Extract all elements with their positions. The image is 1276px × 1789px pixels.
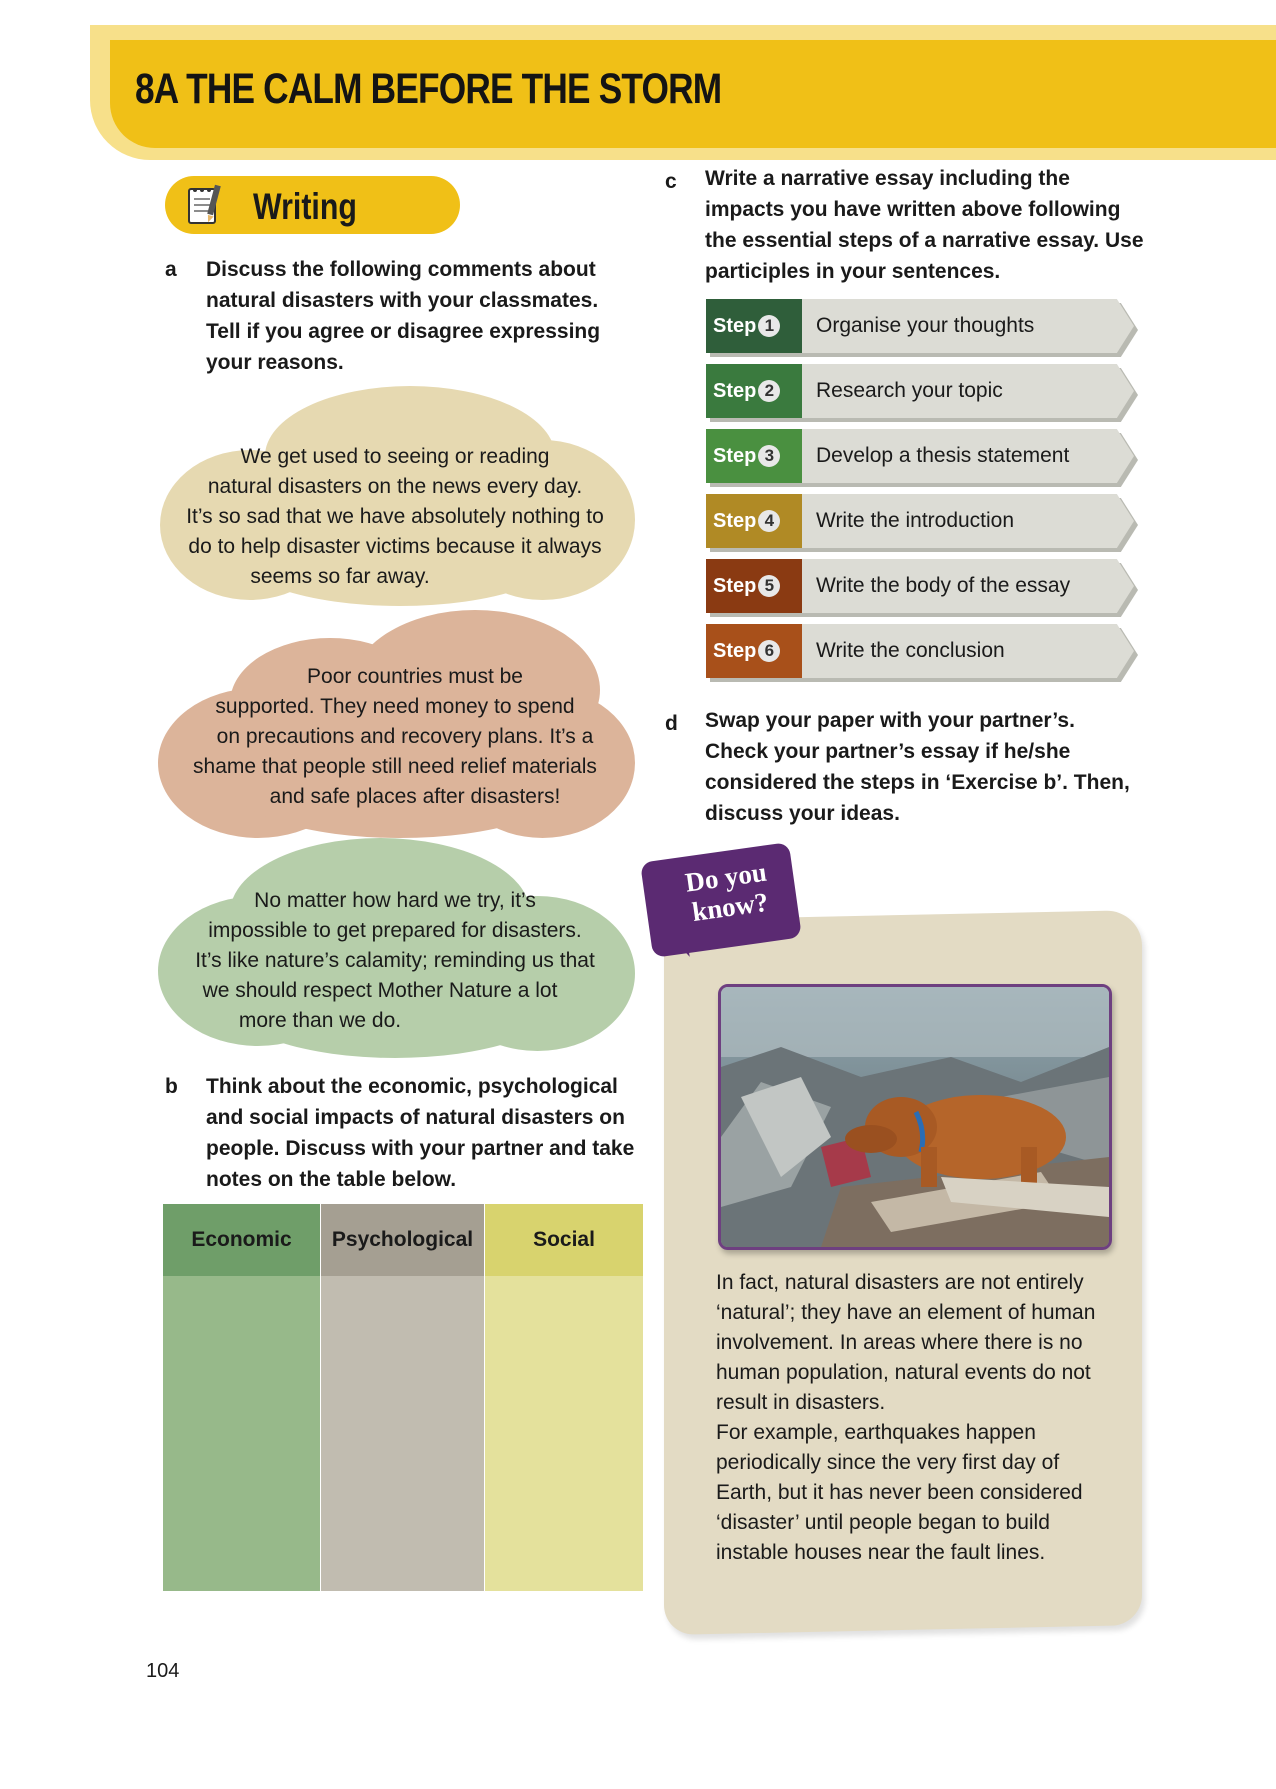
comment-1-line: It’s so sad that we have absolutely nothing to: [186, 505, 604, 528]
table-header-psychological: Psychological: [321, 1204, 484, 1276]
notepad-pencil-icon: [185, 183, 225, 227]
step-word: Step: [713, 574, 757, 597]
section-label: Writing: [253, 186, 357, 227]
exercise-d-instruction: Swap your paper with your partner’s. Check your partner’s essay if he/she considered the steps in ‘Exercise b’. Then, discuss your ideas.: [705, 709, 1130, 825]
step-word: Step: [713, 444, 757, 467]
step-text: Research your topic: [816, 379, 1003, 402]
fact-paragraph-1: In fact, natural disasters are not entirely ‘natural’; they have an element of human involvement. In areas where there is no human population, natural events do not result in disasters.: [716, 1271, 1096, 1414]
exercise-a-instruction: Discuss the following comments about natural disasters with your classmates. Tell if you agree or disagree expressing your reasons.: [206, 258, 601, 374]
step-number-badge: 2: [758, 380, 780, 402]
step-word: Step: [713, 509, 757, 532]
step-5: [706, 559, 1136, 613]
comment-cloud-3: [150, 836, 640, 1060]
comment-2-line: shame that people still need relief materials: [193, 755, 597, 778]
comment-3-line: impossible to get prepared for disasters.: [208, 919, 582, 942]
step-number-badge: 3: [758, 445, 780, 467]
step-2: [706, 364, 1136, 418]
exercise-b-instruction: Think about the economic, psychological and social impacts of natural disasters on people. Discuss with your partner and take notes on the table below.: [206, 1075, 635, 1191]
comment-2-line: and safe places after disasters!: [269, 785, 561, 808]
table-header-economic: Economic: [163, 1204, 320, 1276]
exercise-b-letter: b: [165, 1075, 178, 1098]
badge-line-2: know?: [690, 886, 771, 928]
fact-paragraph-2: For example, earthquakes happen periodically since the very first day of Earth, but it has never been considered ‘disaster’ until people began to build instable houses near the fault lines.: [716, 1421, 1083, 1564]
comment-2-line: Poor countries must be: [307, 665, 523, 688]
step-word: Step: [713, 639, 757, 662]
comment-cloud-2: [150, 608, 640, 840]
step-text: Write the introduction: [816, 509, 1015, 532]
comment-1-line: seems so far away.: [250, 565, 430, 588]
comment-3-line: more than we do.: [238, 1009, 402, 1032]
step-text: Develop a thesis statement: [816, 444, 1070, 467]
comment-cloud-1: [150, 380, 640, 610]
comment-1-line: natural disasters on the news every day.: [207, 475, 583, 498]
exercise-d-letter: d: [665, 712, 678, 735]
step-number-badge: 4: [758, 510, 780, 532]
page-number: 104: [146, 1660, 180, 1682]
step-1: [706, 299, 1136, 353]
table-header-social: Social: [485, 1204, 643, 1276]
comment-3-line: No matter how hard we try, it’s: [254, 889, 536, 912]
step-3: [706, 429, 1136, 483]
comment-2-line: supported. They need money to spend: [215, 695, 575, 718]
step-number-badge: 1: [758, 315, 780, 337]
chapter-title: 8A THE CALM BEFORE THE STORM: [135, 65, 722, 113]
step-word: Step: [713, 379, 757, 402]
comment-3-line: we should respect Mother Nature a lot: [202, 979, 558, 1002]
step-6: [706, 624, 1136, 678]
badge-line-1: Do you: [683, 856, 769, 898]
step-text: Write the body of the essay: [816, 574, 1071, 597]
step-number-badge: 6: [758, 640, 780, 662]
step-text: Organise your thoughts: [816, 314, 1035, 337]
comment-1-line: We get used to seeing or reading: [240, 445, 550, 468]
did-you-know-text: [716, 1268, 1116, 1568]
step-number-badge: 5: [758, 575, 780, 597]
comment-2-line: on precautions and recovery plans. It’s a: [216, 725, 594, 748]
comment-3-line: It’s like nature’s calamity; reminding us that: [195, 949, 595, 972]
step-text: Write the conclusion: [816, 639, 1005, 662]
exercise-a-letter: a: [165, 258, 177, 281]
rescue-dog-in-rubble-photo: [718, 984, 1112, 1250]
comment-1-line: do to help disaster victims because it always: [188, 535, 602, 558]
step-word: Step: [713, 314, 757, 337]
exercise-c-instruction: Write a narrative essay including the impacts you have written above following the essential steps of a narrative essay. Use participles in your sentences.: [705, 167, 1144, 283]
exercise-c-letter: c: [665, 170, 677, 193]
step-4: [706, 494, 1136, 548]
